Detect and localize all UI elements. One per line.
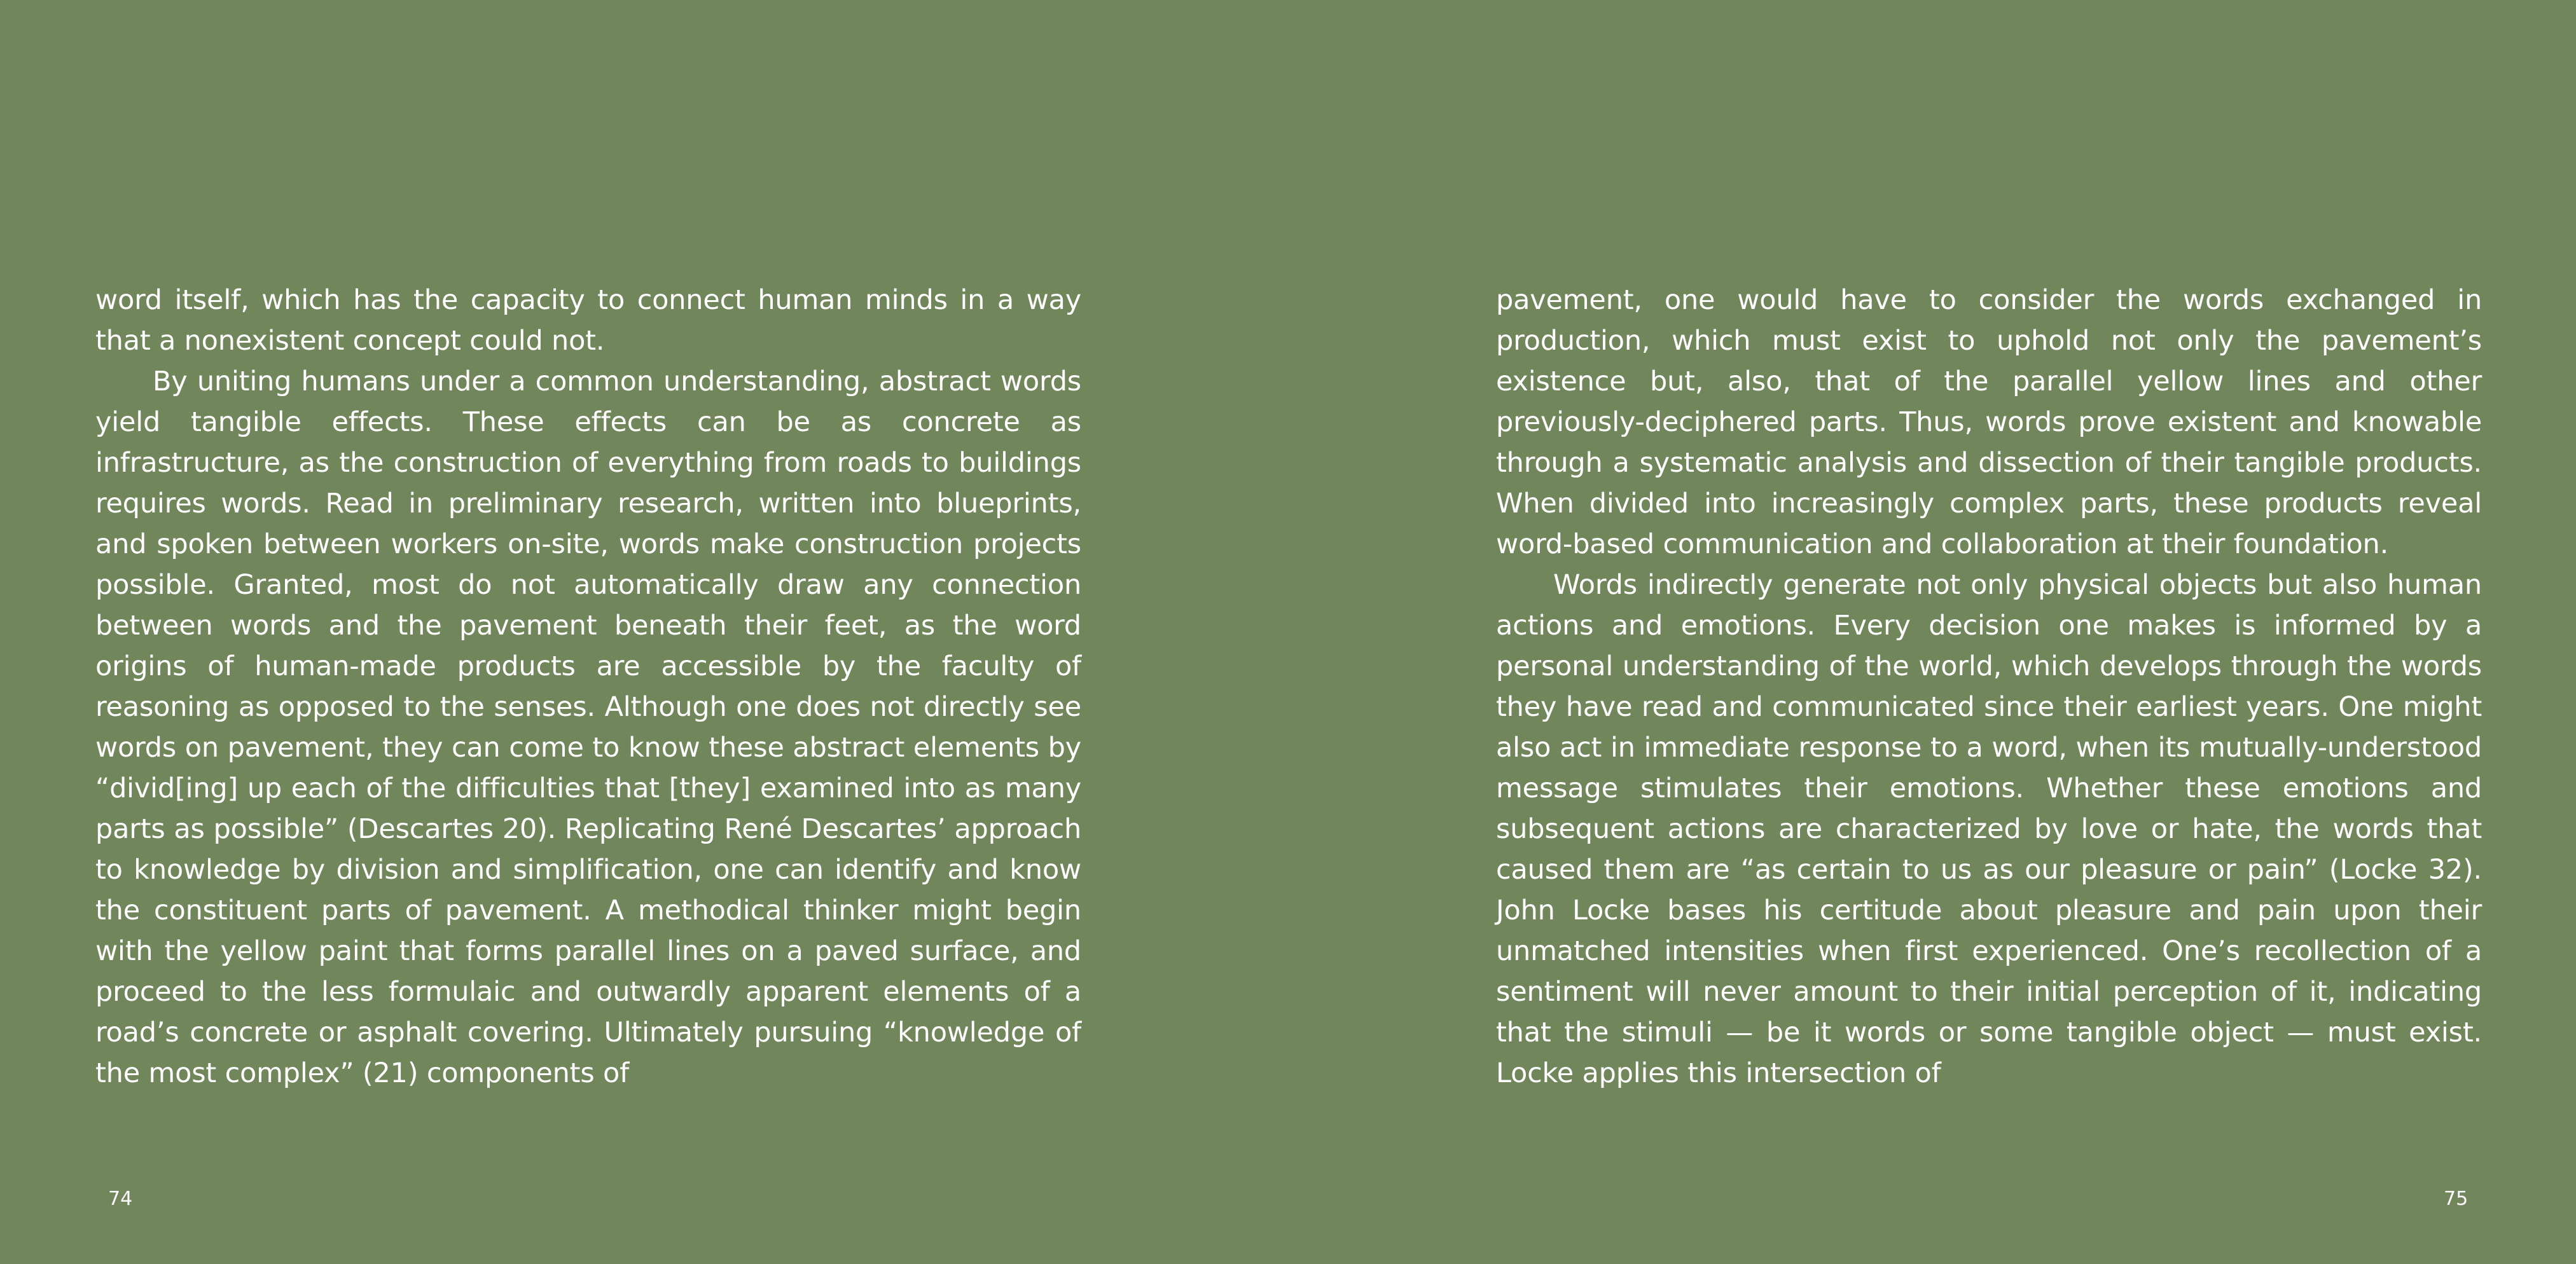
right-paragraph-words: Words indirectly generate not only physical objects but also human actions and emotions. Every decision one makes is informed by a personal understanding of the world, which develops through the words they have read and communicated since their earliest years. One might also act in immediate response to a word, when its mutually-understood message stimulates their emotions. Whether these emotions and subsequent actions are characterized by love or hate, the words that caused them are “as certain to us as our pleasure or pain” (Locke 32). John Locke bases his certitude about pleasure and pain upon their unmatched intensities when first experienced. One’s recollection of a sentiment will never amount to their initial perception of it, indicating that the stimuli — be it words or some tangible object — must exist. Locke applies this intersection of	[1496, 569, 2482, 1089]
page-number-left: 74	[108, 1188, 133, 1210]
left-page-body	[95, 280, 1081, 1094]
page-number-right: 75	[2444, 1188, 2469, 1210]
right-page-body	[1496, 280, 2482, 1094]
left-paragraph-continued: word itself, which has the capacity to connect human minds in a way that a nonexistent concept could not.	[95, 284, 1081, 357]
right-paragraph-continued: pavement, one would have to consider the words exchanged in production, which must exist to uphold not only the pavement’s existence but, also, that of the parallel yellow lines and other previously-deciphered parts. Thus, words prove existent and knowable through a systematic analysis and dissection of their tangible products. When divided into increasingly complex parts, these products reveal word-based communication and collaboration at their foundation.	[1496, 284, 2482, 560]
left-paragraph-uniting: By uniting humans under a common understanding, abstract words yield tangible effects. These effects can be as concrete as infrastructure, as the construction of everything from roads to buildings requires words. Read in preliminary research, written into blueprints, and spoken between workers on-site, words make construction projects possible. Granted, most do not automatically draw any connection between words and the pavement beneath their feet, as the word origins of human-made products are accessible by the faculty of reasoning as opposed to the senses. Although one does not directly see words on pavement, they can come to know these abstract elements by “divid[ing] up each of the difficulties that [they] examined into as many parts as possible” (Descartes 20). Replicating René Descartes’ approach to knowledge by division and simplification, one can identify and know the constituent parts of pavement. A methodical thinker might begin with the yellow paint that forms parallel lines on a paved surface, and proceed to the less formulaic and outwardly apparent elements of a road’s concrete or asphalt covering. Ultimately pursuing “knowledge of the most complex” (21) components of	[95, 366, 1081, 1089]
